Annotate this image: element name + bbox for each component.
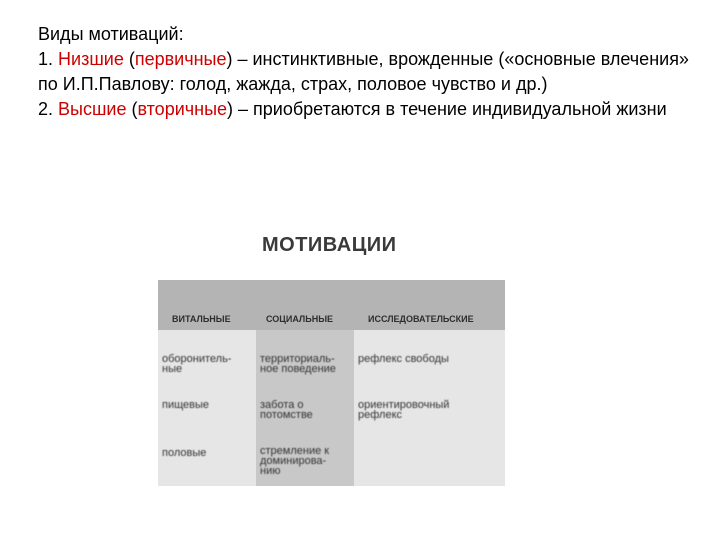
paren-open: ( xyxy=(126,99,138,119)
list-item-higher xyxy=(38,97,698,122)
table-cell: забота о потомстве xyxy=(260,399,313,421)
table-cell: стремление к доминирова- нию xyxy=(260,445,330,477)
text-block xyxy=(38,22,698,122)
paren-open: ( xyxy=(123,49,135,69)
table-cell: половые xyxy=(162,447,207,459)
item-number: 1. xyxy=(38,49,59,69)
primary-term: первичные xyxy=(134,49,227,69)
table-cell: территориаль- ное поведение xyxy=(260,353,336,375)
heading-line: Виды мотиваций: xyxy=(38,24,184,44)
table-cell: оборонитель- ные xyxy=(162,353,232,375)
header-social: СОЦИАЛЬНЫЕ xyxy=(266,314,334,324)
lower-description: ) – инстинктивные, врожденные («основные влечения» по И.П.Павлову: голод, жажда, страх, половое чувство и др.) xyxy=(38,49,689,94)
higher-term: Высшие xyxy=(58,99,127,119)
table-cell: ориентировочный рефлекс xyxy=(358,399,450,421)
figure-title: МОТИВАЦИИ xyxy=(262,234,397,256)
lower-term: Низшие xyxy=(58,49,124,69)
item-number: 2. xyxy=(38,99,59,119)
secondary-term: вторичные xyxy=(137,99,228,119)
table-cell: пищевые xyxy=(162,399,210,411)
list-item-lower xyxy=(38,47,698,97)
header-research: ИССЛЕДОВАТЕЛЬСКИЕ xyxy=(368,314,474,324)
header-vital: ВИТАЛЬНЫЕ xyxy=(172,314,231,324)
table-cell: рефлекс свободы xyxy=(358,353,449,365)
higher-description: ) – приобретаются в течение индивидуальной жизни xyxy=(227,99,667,119)
motivation-table xyxy=(158,280,505,486)
